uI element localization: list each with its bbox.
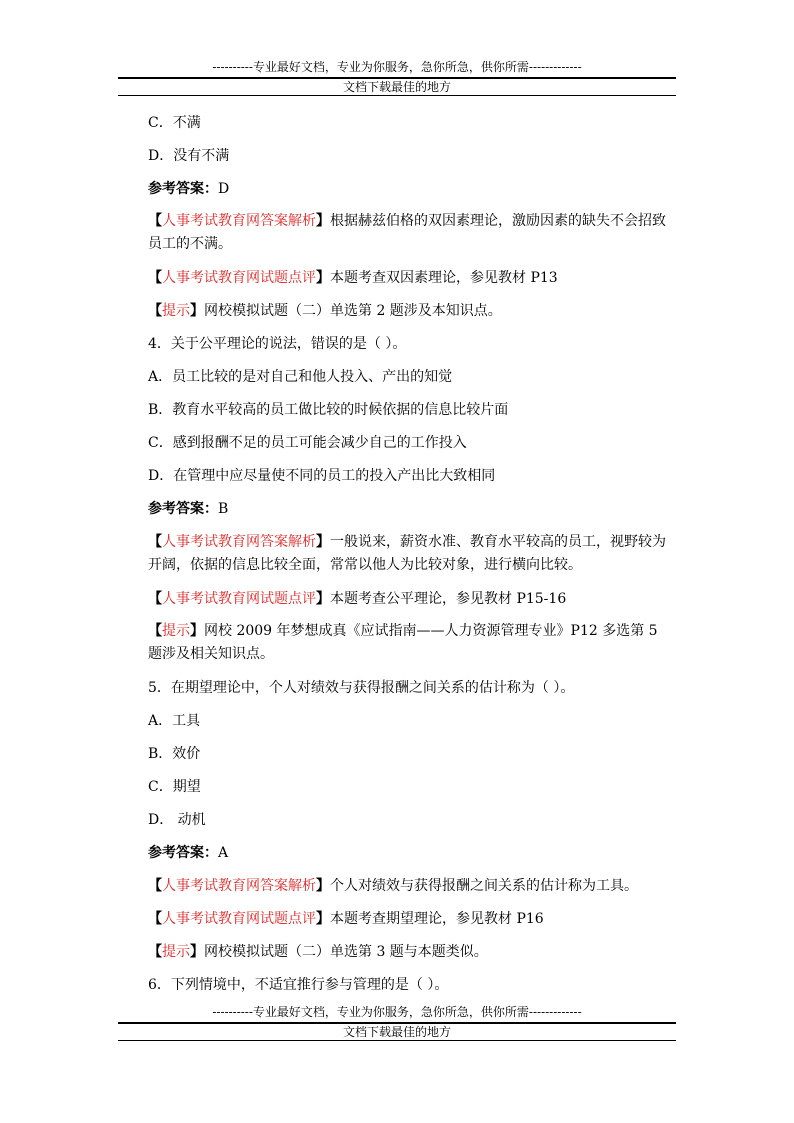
tip-tag: 提示 xyxy=(162,944,190,960)
q5-answer xyxy=(148,842,676,864)
header-subtitle: 文档下载最佳的地方 xyxy=(118,79,676,96)
header-tagline: ----------专业最好文档，专业为你服务，急你所急，供你所需------------- xyxy=(212,60,582,74)
footer-subtitle: 文档下载最佳的地方 xyxy=(118,1024,676,1041)
answer-value: D xyxy=(218,181,230,197)
analysis-text: 个人对绩效与获得报酬之间关系的估计称为工具。 xyxy=(330,878,638,894)
comment-tag: 人事考试教育网试题点评 xyxy=(162,591,316,607)
answer-value: B xyxy=(218,501,229,517)
q4-answer xyxy=(148,498,676,520)
q4-comment: 【人事考试教育网试题点评】本题考查公平理论，参见教材 P15-16 xyxy=(148,591,567,607)
q3-option-d: D．没有不满 xyxy=(148,148,230,164)
page-header xyxy=(118,58,676,96)
q5-option-c: C．期望 xyxy=(148,779,201,795)
q5-tip: 【提示】网校模拟试题（二）单选第 3 题与本题类似。 xyxy=(148,944,488,960)
q3-answer xyxy=(148,178,676,200)
q5-option-a: A．工具 xyxy=(148,713,201,729)
tip-text: 网校 2009 年梦想成真《应试指南——人力资源管理专业》P12 多选第 5 题涉及相关知识点。 xyxy=(148,623,658,662)
q5-option-d: D． 动机 xyxy=(148,812,206,828)
comment-text: 本题考查公平理论，参见教材 P15-16 xyxy=(330,591,567,607)
q4-option-d: D．在管理中应尽量使不同的员工的投入产出比大致相同 xyxy=(148,468,496,484)
analysis-tag: 人事考试教育网答案解析 xyxy=(162,213,316,229)
footer-tagline: ----------专业最好文档，专业为你服务，急你所急，供你所需------------- xyxy=(212,1005,582,1019)
analysis-tag: 人事考试教育网答案解析 xyxy=(162,878,316,894)
q5-comment: 【人事考试教育网试题点评】本题考查期望理论，参见教材 P16 xyxy=(148,911,544,927)
comment-text: 本题考查期望理论，参见教材 P16 xyxy=(330,911,544,927)
q4-stem: 4．关于公平理论的说法，错误的是（ ）。 xyxy=(148,336,407,352)
q4-option-a: A．员工比较的是对自己和他人投入、产出的知觉 xyxy=(148,369,453,385)
comment-tag: 人事考试教育网试题点评 xyxy=(162,911,316,927)
comment-tag: 人事考试教育网试题点评 xyxy=(162,270,316,286)
comment-text: 本题考查双因素理论，参见教材 P13 xyxy=(330,270,558,286)
q4-tip: 【提示】网校 2009 年梦想成真《应试指南——人力资源管理专业》P12 多选第 5 题涉及相关知识点。 xyxy=(148,623,658,662)
tip-tag: 提示 xyxy=(162,623,190,639)
answer-label: 参考答案： xyxy=(148,845,218,861)
answer-value: A xyxy=(218,845,229,861)
page-footer xyxy=(118,1003,676,1041)
analysis-tag: 人事考试教育网答案解析 xyxy=(162,534,316,550)
q5-analysis: 【人事考试教育网答案解析】个人对绩效与获得报酬之间关系的估计称为工具。 xyxy=(148,878,638,894)
q3-tip: 【提示】网校模拟试题（二）单选第 2 题涉及本知识点。 xyxy=(148,303,502,319)
q4-option-c: C．感到报酬不足的员工可能会减少自己的工作投入 xyxy=(148,435,467,451)
q4-analysis: 【人事考试教育网答案解析】一般说来，薪资水准、教育水平较高的员工，视野较为开阔，依据的信息比较全面，常常以他人为比较对象，进行横向比较。 xyxy=(148,534,666,573)
q3-option-c: C．不满 xyxy=(148,115,201,131)
tip-text: 网校模拟试题（二）单选第 3 题与本题类似。 xyxy=(204,944,488,960)
q5-stem: 5．在期望理论中，个人对绩效与获得报酬之间关系的估计称为（ ）。 xyxy=(148,680,575,696)
analysis-text: 一般说来，薪资水准、教育水平较高的员工，视野较为开阔，依据的信息比较全面，常常以他人为比较对象，进行横向比较。 xyxy=(148,534,666,573)
q5-option-b: B．效价 xyxy=(148,746,201,762)
tip-text: 网校模拟试题（二）单选第 2 题涉及本知识点。 xyxy=(204,303,502,319)
q3-analysis: 【人事考试教育网答案解析】根据赫兹伯格的双因素理论，激励因素的缺失不会招致员工的不满。 xyxy=(148,213,666,252)
answer-label: 参考答案： xyxy=(148,181,218,197)
tip-tag: 提示 xyxy=(162,303,190,319)
q4-option-b: B．教育水平较高的员工做比较的时候依据的信息比较片面 xyxy=(148,402,509,418)
answer-label: 参考答案： xyxy=(148,501,218,517)
q3-comment: 【人事考试教育网试题点评】本题考查双因素理论，参见教材 P13 xyxy=(148,270,558,286)
analysis-text: 根据赫兹伯格的双因素理论，激励因素的缺失不会招致员工的不满。 xyxy=(148,213,666,252)
q6-stem: 6．下列情境中，不适宜推行参与管理的是（ ）。 xyxy=(148,977,449,993)
